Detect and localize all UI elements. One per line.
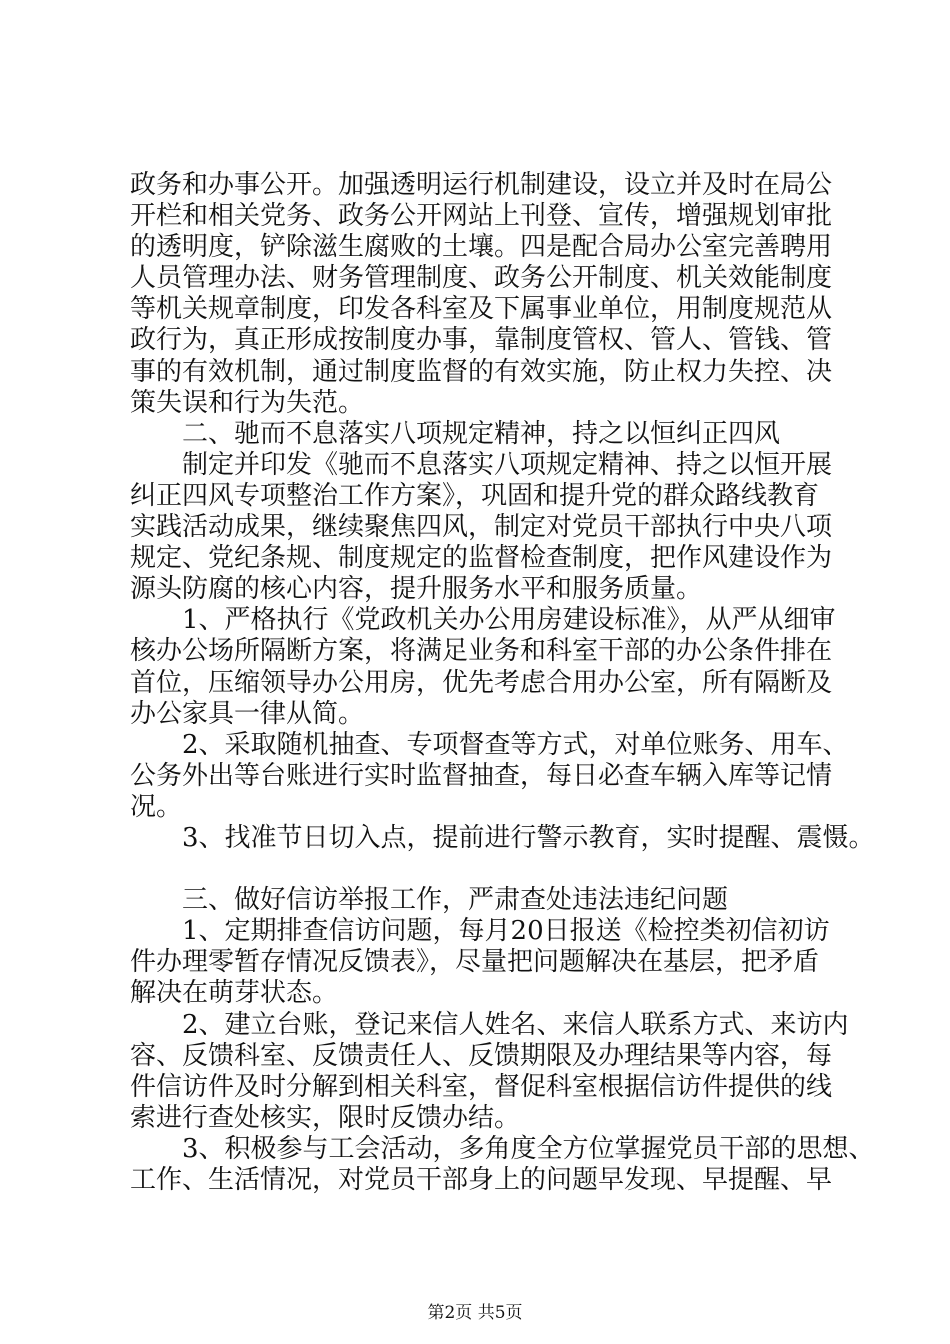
body-line: 1、严格执行《党政机关办公用房建设标准》，从严从细审 [130, 605, 836, 635]
body-line: 件信访件及时分解到相关科室，督促科室根据信访件提供的线 [130, 1072, 833, 1102]
body-line: 公务外出等台账进行实时监督抽查，每日必查车辆入库等记情 [130, 761, 833, 791]
section-heading: 三、做好信访举报工作，严肃查处违法违纪问题 [130, 885, 729, 915]
body-line: 工作、生活情况，对党员干部身上的问题早发现、早提醒、早 [130, 1165, 833, 1195]
body-line: 首位，压缩领导办公用房，优先考虑合用办公室，所有隔断及 [130, 668, 833, 698]
section-heading: 二、驰而不息落实八项规定精神，持之以恒纠正四风 [130, 419, 781, 449]
body-line: 等机关规章制度，印发各科室及下属事业单位，用制度规范从 [130, 294, 833, 324]
body-line: 实践活动成果，继续聚焦四风，制定对党员干部执行中央八项 [130, 512, 833, 542]
body-line: 核办公场所隔断方案，将满足业务和科室干部的办公条件排在 [130, 636, 833, 666]
body-line: 制定并印发《驰而不息落实八项规定精神、持之以恒开展 [130, 450, 833, 480]
body-line: 容、反馈科室、反馈责任人、反馈期限及办理结果等内容，每 [130, 1041, 833, 1071]
body-line: 策失误和行为失范。 [130, 388, 365, 418]
body-line: 政行为，真正形成按制度办事，靠制度管权、管人、管钱、管 [130, 325, 833, 355]
body-line: 解决在萌芽状态。 [130, 978, 339, 1008]
page-number-footer: 第2页 共5页 [427, 1303, 523, 1323]
body-line: 的透明度，铲除滋生腐败的土壤。四是配合局办公室完善聘用 [130, 232, 833, 262]
body-line: 3、找准节日切入点，提前进行警示教育，实时提醒、震慑。 [130, 823, 875, 853]
body-line: 况。 [130, 792, 183, 822]
body-line: 件办理零暂存情况反馈表》，尽量把问题解决在基层，把矛盾 [130, 947, 820, 977]
body-line: 2、建立台账，登记来信人姓名、来信人联系方式、来访内 [130, 1010, 849, 1040]
body-line: 政务和办事公开。加强透明运行机制建设，设立并及时在局公 [130, 170, 833, 200]
body-line: 索进行查处核实，限时反馈办结。 [130, 1103, 521, 1133]
body-line: 开栏和相关党务、政务公开网站上刊登、宣传，增强规划审批 [130, 201, 833, 231]
body-line: 人员管理办法、财务管理制度、政务公开制度、机关效能制度 [130, 263, 833, 293]
body-line: 规定、党纪条规、制度规定的监督检查制度，把作风建设作为 [130, 543, 833, 573]
body-line: 1、定期排查信访问题，每月20日报送《检控类初信初访 [130, 916, 830, 946]
body-line: 源头防腐的核心内容，提升服务水平和服务质量。 [130, 574, 703, 604]
body-line: 2、采取随机抽查、专项督查等方式，对单位账务、用车、 [130, 730, 849, 760]
body-line: 事的有效机制，通过制度监督的有效实施，防止权力失控、决 [130, 357, 833, 387]
body-line: 纠正四风专项整治工作方案》，巩固和提升党的群众路线教育 [130, 481, 820, 511]
body-line: 3、积极参与工会活动，多角度全方位掌握党员干部的思想、 [130, 1134, 875, 1164]
body-line: 办公家具一律从简。 [130, 699, 365, 729]
